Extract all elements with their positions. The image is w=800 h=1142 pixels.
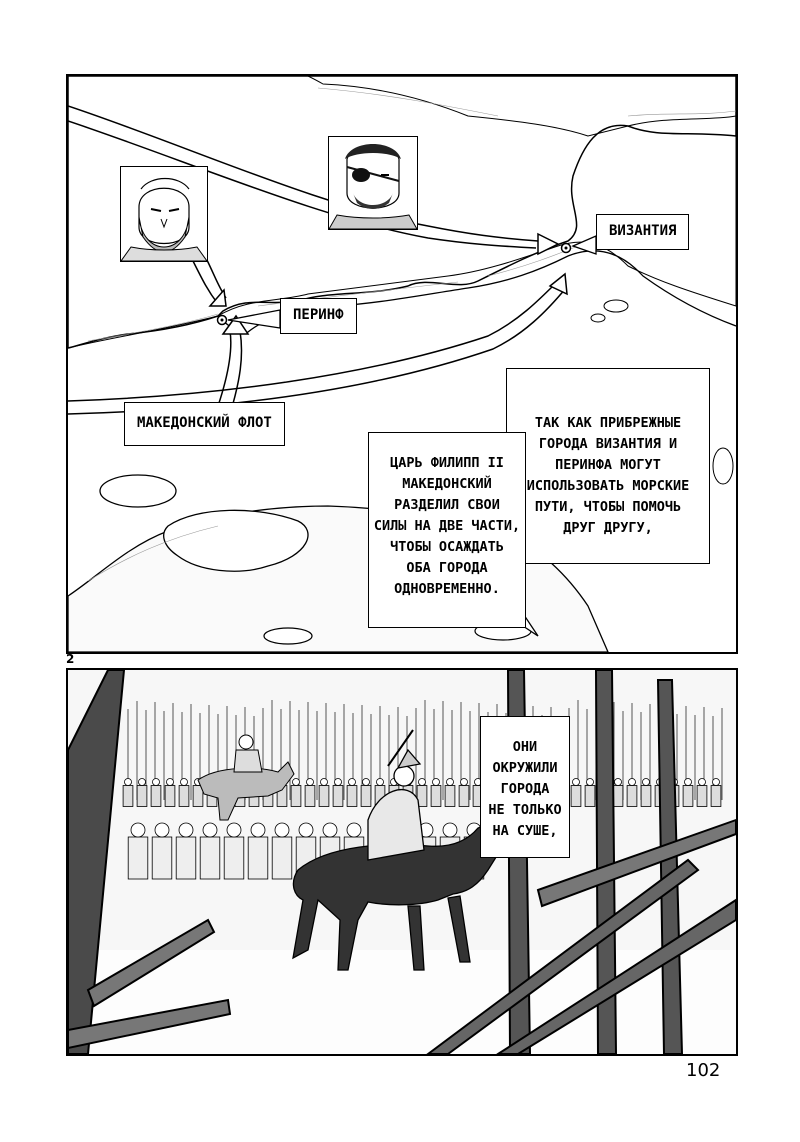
panel-number: 2	[66, 652, 75, 666]
soldier	[291, 779, 301, 807]
soldier	[248, 823, 268, 879]
army-narration-line-3: ГОРОДА	[500, 780, 550, 797]
soldier	[613, 779, 623, 807]
narration-1-line-4: СИЛЫ НА ДВЕ ЧАСТИ,	[373, 517, 521, 534]
narration-1-line-2: МАКЕДОНСКИЙ	[402, 475, 492, 492]
soldier	[165, 779, 175, 807]
soldier	[305, 779, 315, 807]
army-narration-box	[480, 716, 570, 858]
narration-1-line-3: РАЗДЕЛИЛ СВОИ	[394, 496, 500, 513]
map-panel	[66, 74, 738, 654]
soldier	[627, 779, 637, 807]
soldier	[361, 779, 371, 807]
soldier	[697, 779, 707, 807]
soldier	[137, 779, 147, 807]
narration-1-line-5: ЧТОБЫ ОСАЖДАТЬ	[390, 538, 504, 555]
soldier	[571, 779, 581, 807]
bearded-king-face-icon	[121, 167, 207, 261]
narration-2-line-2: ГОРОДА ВИЗАНТИЯ И	[538, 435, 678, 452]
soldier	[179, 779, 189, 807]
route-to-perinthus	[218, 331, 231, 406]
narration-2-line-3: ПЕРИНФА МОГУТ	[555, 456, 661, 473]
soldier	[272, 823, 292, 879]
army-panel	[66, 668, 738, 1056]
army-scene	[68, 670, 736, 1054]
soldier	[176, 823, 196, 879]
soldier	[319, 779, 329, 807]
narration-1-line-7: ОДНОВРЕМЕННО.	[394, 580, 500, 597]
soldier	[123, 779, 133, 807]
macedonian-fleet-label: МАКЕДОНСКИЙ ФЛОТ	[124, 402, 285, 446]
soldier	[200, 823, 220, 879]
narration-box-1	[368, 432, 526, 628]
perinthus-label: ПЕРИНФ	[280, 298, 357, 334]
soldier	[431, 779, 441, 807]
army-narration-line-2: ОКРУЖИЛИ	[492, 759, 558, 776]
island-1	[100, 475, 176, 507]
page-number: 102	[686, 1060, 721, 1081]
narration-box-2	[506, 368, 710, 564]
island-7	[713, 448, 733, 484]
army-narration-line-4: НЕ ТОЛЬКО	[488, 801, 562, 818]
soldier	[711, 779, 721, 807]
soldier	[459, 779, 469, 807]
soldier	[445, 779, 455, 807]
island-5	[604, 300, 628, 312]
island-6	[591, 314, 605, 322]
army-narration-line-1: ОНИ	[512, 739, 538, 755]
soldier	[683, 779, 693, 807]
narration-2-line-4: ИСПОЛЬЗОВАТЬ МОРСКИЕ	[526, 477, 690, 494]
portrait-one-eyed-general	[328, 136, 418, 230]
narration-2-line-1: ТАК КАК ПРИБРЕЖНЫЕ	[534, 415, 682, 431]
narration-1-line-6: ОБА ГОРОДА	[406, 559, 488, 576]
eyepatch-face-icon	[329, 137, 417, 229]
portrait-philip-ii	[120, 166, 208, 262]
narration-2-line-5: ПУТИ, ЧТОБЫ ПОМОЧЬ	[534, 498, 682, 515]
soldier	[585, 779, 595, 807]
narration-2-line-6: ДРУГ ДРУГУ,	[563, 519, 653, 536]
soldier	[641, 779, 651, 807]
soldier	[347, 779, 357, 807]
byzantium-label: ВИЗАНТИЯ	[596, 214, 689, 250]
soldier	[224, 823, 244, 879]
soldier	[152, 823, 172, 879]
soldier	[128, 823, 148, 879]
soldier	[151, 779, 161, 807]
perinthus-marker	[218, 316, 227, 325]
narration-1-line-1: ЦАРЬ ФИЛИПП II	[390, 455, 504, 471]
island-3	[264, 628, 312, 644]
byzantium-marker	[562, 244, 571, 253]
soldier	[333, 779, 343, 807]
army-narration-line-5: НА СУШЕ,	[492, 822, 558, 839]
